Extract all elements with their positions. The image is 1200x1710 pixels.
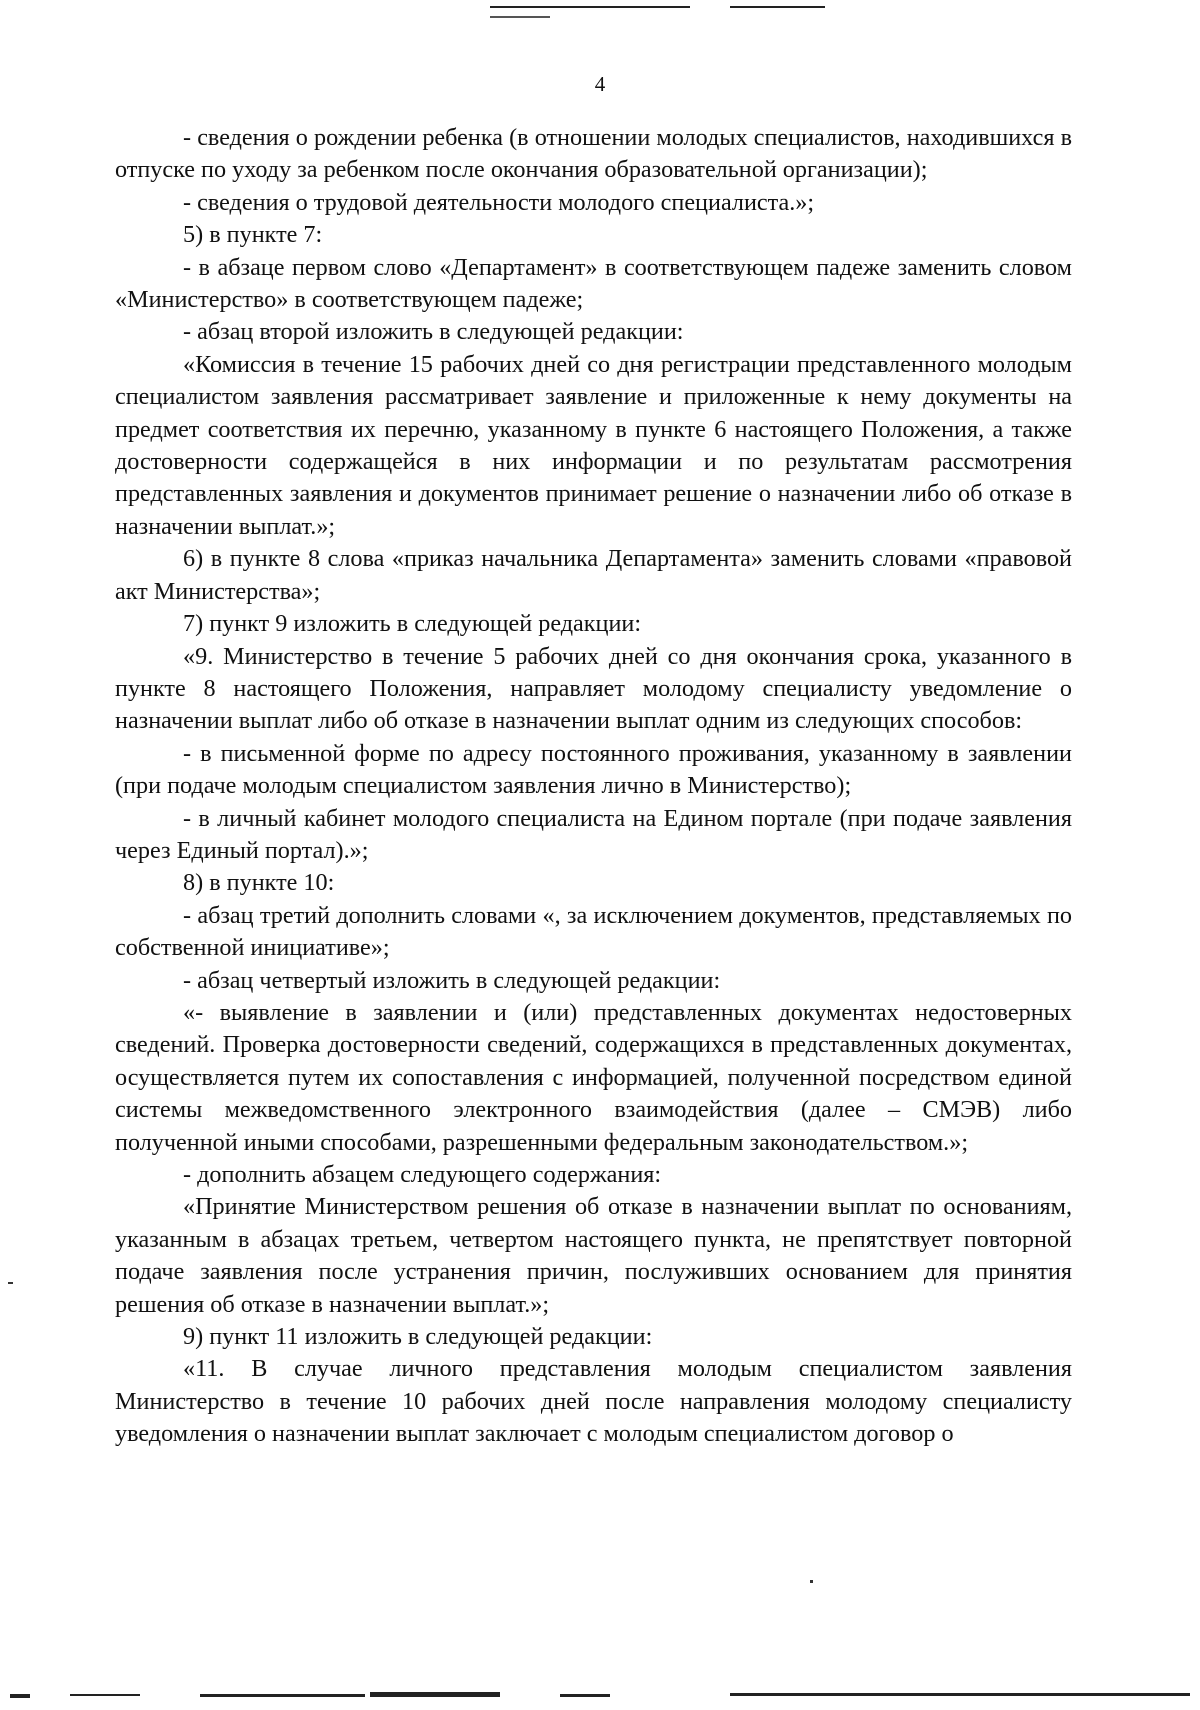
paragraph: 6) в пункте 8 слова «приказ начальника Департамента» заменить словами «правовой акт Министерства»; [115,545,1072,605]
paragraph: - абзац второй изложить в следующей редакции: [183,318,684,346]
document-body [115,122,1072,1451]
paragraph: 8) в пункте 10: [183,869,335,897]
paragraph: - абзац четвертый изложить в следующей редакции: [183,966,721,994]
paragraph: «Принятие Министерством решения об отказе в назначении выплат по основаниям, указанным в абзацах третьем, четвертом настоящего пункта, не препятствует повторной подаче заявления после устранения причин, послуживших основанием для принятия решения об отказе в назначении выплат.»; [115,1193,1072,1318]
paragraph: «9. Министерство в течение 5 рабочих дней со дня окончания срока, указанного в пункте 8 настоящего Положения, направляет молодому специалисту уведомление о назначении выплат либо об отказе в назначении выплат одним из следующих способов: [115,642,1072,735]
paragraph: - в личный кабинет молодого специалиста на Едином портале (при подаче заявления через Единый портал).»; [115,804,1072,864]
paragraph: «11. В случае личного представления молодым специалистом заявления Министерство в течение 10 рабочих дней после направления молодому специалисту уведомления о назначении выплат заключает с молодым специалистом договор о [115,1355,1072,1448]
paragraph: - дополнить абзацем следующего содержания: [183,1161,662,1188]
scan-artifact-top [490,6,690,8]
scan-artifact-bottom [70,1694,140,1696]
paragraph: 7) пункт 9 изложить в следующей редакции: [183,610,642,638]
paragraph: - сведения о рождении ребенка (в отношении молодых специалистов, находившихся в отпуске по уходу за ребенком после окончания образовательной организации); [115,124,1072,184]
scan-artifact-bottom [200,1694,365,1697]
paragraph: - в письменной форме по адресу постоянного проживания, указанному в заявлении (при подаче молодым специалистом заявления лично в Министерство); [115,739,1072,800]
scan-artifact-bottom [10,1694,30,1698]
scan-speck [8,1282,13,1284]
paragraph: - в абзаце первом слово «Департамент» в соответствующем падеже заменить словом «Министерство» в соответствующем падеже; [115,253,1072,314]
paragraph: - абзац третий дополнить словами «, за исключением документов, представляемых по собственной инициативе»; [115,901,1072,962]
scan-artifact-top-2 [490,16,550,18]
scan-artifact-bottom [560,1694,610,1697]
paragraph: 5) в пункте 7: [183,221,323,249]
scan-artifact-top-right [730,6,825,8]
paragraph: 9) пункт 11 изложить в следующей редакции: [183,1323,653,1351]
scan-speck [810,1580,813,1583]
paragraph: - сведения о трудовой деятельности молодого специалиста.»; [183,188,815,216]
scan-artifact-bottom [730,1693,1190,1696]
scan-artifact-bottom [370,1692,500,1697]
paragraph: «Комиссия в течение 15 рабочих дней со дня регистрации представленного молодым специалистом заявления рассматривает заявление и приложенные к нему документы на предмет соответствия их перечню, указанному в пункте 6 настоящего Положения, а также достоверности содержащейся в них информации и по результатам рассмотрения представленных заявления и документов принимает решение о назначении либо об отказе в назначении выплат.»; [115,350,1072,540]
page-number: 4 [594,72,606,96]
paragraph: «- выявление в заявлении и (или) представленных документах недостоверных сведений. Проверка достоверности сведений, содержащихся в представленных документах, осуществляется путем их сопоставления с информацией, полученной посредством единой системы межведомственного электронного взаимодействия (далее – СМЭВ) либо полученной иными способами, разрешенными федеральным законодательством.»; [115,998,1072,1156]
